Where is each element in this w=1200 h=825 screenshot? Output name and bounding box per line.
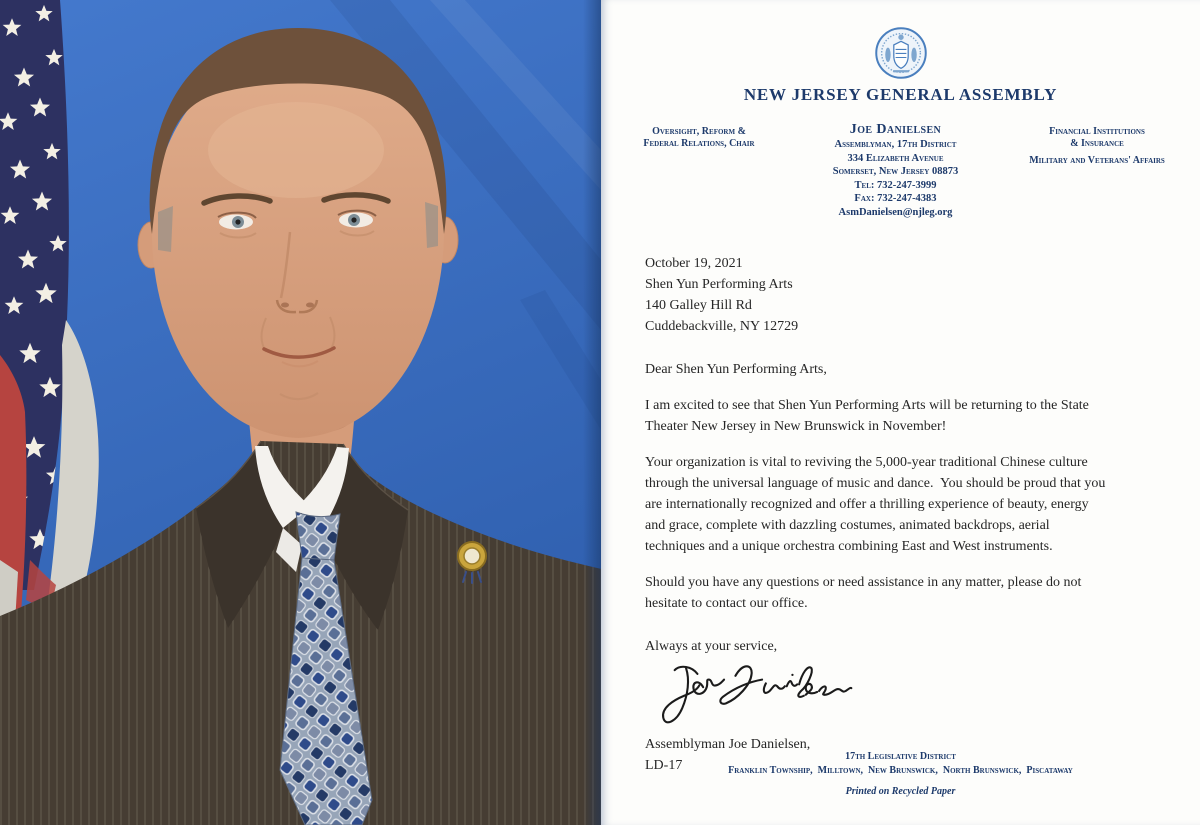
body-line: Theater New Jersey in New Brunswick in November! bbox=[645, 419, 947, 434]
body-line: and grace, complete with dazzling costumes, animated backdrops, aerial bbox=[645, 518, 1050, 533]
letter-footer bbox=[601, 750, 1200, 797]
salutation: Dear Shen Yun Performing Arts, bbox=[645, 362, 827, 377]
committee-right-line2: & Insurance bbox=[1070, 138, 1124, 149]
letter-date: October 19, 2021 bbox=[645, 256, 743, 271]
recipient-line: Shen Yun Performing Arts bbox=[645, 277, 793, 292]
footer-district: 17th Legislative District bbox=[845, 751, 956, 762]
nj-state-seal-icon bbox=[874, 26, 928, 80]
footer-towns: Franklin Township, Milltown, New Brunswick, North Brunswick, Piscataway bbox=[728, 765, 1073, 776]
committee-left-line2: Federal Relations, Chair bbox=[643, 138, 755, 149]
body-line: I am excited to see that Shen Yun Performing Arts will be returning to the State bbox=[645, 398, 1089, 413]
body-line: are internationally recognized and offer a thrilling experience of beauty, energy bbox=[645, 497, 1089, 512]
body-line: techniques and a unique orchestra combining East and West instruments. bbox=[645, 539, 1053, 554]
assembly-title: NEW JERSEY GENERAL ASSEMBLY bbox=[743, 85, 1058, 104]
member-role: Assemblyman, 17th District bbox=[834, 139, 957, 150]
body-line: hesitate to contact our office. bbox=[645, 596, 808, 611]
body-line: through the universal language of music and dance. You should be proud that you bbox=[645, 476, 1106, 491]
signoff-district: LD-17 bbox=[645, 758, 683, 773]
body-line: Should you have any questions or need assistance in any matter, please do not bbox=[645, 575, 1082, 590]
paragraph-2 bbox=[645, 452, 1165, 557]
member-address2: Somerset, New Jersey 08873 bbox=[832, 166, 959, 177]
recipient-line: 140 Galley Hill Rd bbox=[645, 298, 752, 313]
letter-body bbox=[645, 253, 1165, 776]
committee-right-line1: Financial Institutions bbox=[1049, 126, 1145, 137]
footer-recycled-note: Printed on Recycled Paper bbox=[845, 786, 956, 797]
committee-left-line1: Oversight, Reform & bbox=[652, 126, 746, 137]
signature bbox=[651, 653, 856, 729]
member-email: AsmDanielsen@njleg.org bbox=[838, 206, 953, 218]
signoff-name: Assemblyman Joe Danielsen, bbox=[645, 737, 811, 752]
letter-page bbox=[601, 0, 1200, 825]
letterhead bbox=[601, 122, 1200, 219]
paragraph-1 bbox=[645, 395, 1165, 437]
photo-edge-shadow bbox=[583, 0, 601, 825]
member-name: Joe Danielsen bbox=[849, 122, 942, 137]
committee-right-line3: Military and Veterans' Affairs bbox=[1029, 155, 1165, 166]
member-block bbox=[797, 122, 994, 219]
member-address1: 334 Elizabeth Avenue bbox=[847, 152, 944, 164]
recipient-line: Cuddebackville, NY 12729 bbox=[645, 319, 799, 334]
committee-left bbox=[601, 122, 797, 219]
committee-right bbox=[994, 122, 1200, 219]
body-line: Your organization is vital to reviving the 5,000-year traditional Chinese culture bbox=[645, 455, 1088, 470]
paragraph-3 bbox=[645, 572, 1165, 614]
closing: Always at your service, bbox=[645, 639, 778, 654]
member-fax: Fax: 732-247-4383 bbox=[854, 193, 937, 204]
member-tel: Tel: 732-247-3999 bbox=[854, 179, 937, 191]
